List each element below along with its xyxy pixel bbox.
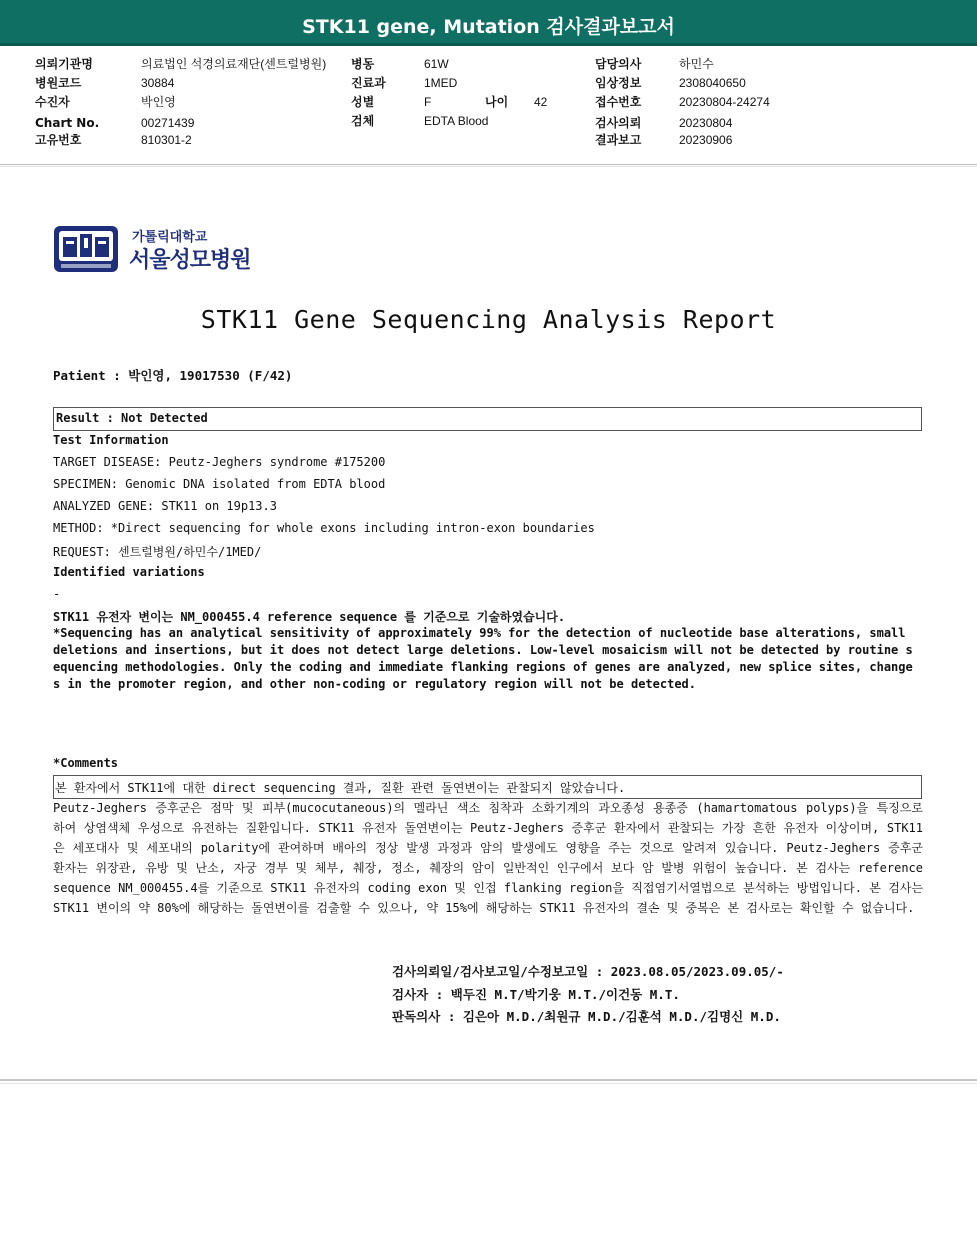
footer-divider xyxy=(0,1079,977,1081)
dates-line: 검사의뢰일/검사보고일/수정보고일 : 2023.08.05/2023.09.05/- xyxy=(392,964,784,979)
ward-label: 병동 xyxy=(351,57,375,71)
request-line: REQUEST: 센트럴병원/하민수/1MED/ xyxy=(53,545,262,559)
logo-university-name: 가톨릭대학교 xyxy=(132,230,208,245)
dept-value: 1MED xyxy=(424,76,458,90)
variations-value: - xyxy=(53,587,61,601)
test-info-heading: Test Information xyxy=(53,433,169,447)
pathologists-line: 판독의사 : 김은아 M.D./최원규 M.D./김훈석 M.D./김명신 M.D. xyxy=(392,1009,781,1024)
doctor-label: 담당의사 xyxy=(595,57,642,71)
technicians-line: 검사자 : 백두진 M.T/박기웅 M.T./이건동 M.T. xyxy=(392,987,680,1002)
accession-value: 20230804-24274 xyxy=(679,95,770,109)
institution-value: 의료법인 석경의료재단(센트럴병원) xyxy=(141,57,327,71)
clinical-value: 2308040650 xyxy=(679,76,746,90)
ward-value: 61W xyxy=(424,57,449,71)
report-value: 20230906 xyxy=(679,133,733,147)
title-bar xyxy=(0,0,977,46)
sex-value: F xyxy=(424,95,432,109)
report-label: 결과보고 xyxy=(595,133,642,147)
header-divider xyxy=(0,164,977,165)
unique-label: 고유번호 xyxy=(35,133,82,147)
request-label: 검사의뢰 xyxy=(595,116,642,130)
comment-box-text: 본 환자에서 STK11에 대한 direct sequencing 결과, 질환 관련 돌연변이는 관찰되지 않았습니다. xyxy=(55,781,626,795)
comment-body: Peutz-Jeghers 증후군은 점막 및 피부(mucocutaneous)의 멜라닌 색소 침착과 소화기계의 과오종성 용종증 (hamartomatous polyps)을 특징으로 하여 상염색체 우성으로 유전하는 질환입니다. STK11 유전자 돌연변이는 Peutz-Jeghers 증후군 환자에서 관찰되는 가장 흔한 유전자 이상이며, STK11은 세포대사 및 세포내의 polarity에 관여하며 배아의 정상 발생 과정과 암의 발생에도 영향을 주는 것으로 알려져 있습니다. Peutz-Jeghers 증후군 환자는 위장관, 유방 및 난소, 자궁 경부 및 체부, 췌장, 정소, 췌장의 암이 일반적인 인구에서 보다 암 발병 위험이 높습니다. 본 검사는 reference sequence NM_000455.4를 기준으로 STK11 유전자의 coding exon 및 인접 flanking region을 직접염기서열법으로 분석하는 방법입니다. 본 검사는 STK11 변이의 약 80%에 해당하는 돌연변이를 검출할 수 있으나, 약 15%에 해당하는 STK11 유전자의 결손 및 중복은 본 검사로는 확인할 수 없습니다. xyxy=(53,801,923,915)
unique-value: 810301-2 xyxy=(141,133,192,147)
recipient-value: 박인영 xyxy=(141,95,176,109)
target-disease: TARGET DISEASE: Peutz-Jeghers syndrome #175200 xyxy=(53,455,386,469)
variations-heading: Identified variations xyxy=(53,565,205,579)
hospital-code-value: 30884 xyxy=(141,76,175,90)
age-label: 나이 xyxy=(485,95,509,109)
institution-label: 의뢰기관명 xyxy=(35,57,93,71)
accession-label: 접수번호 xyxy=(595,95,642,109)
hospital-code-label: 병원코드 xyxy=(35,76,82,90)
header-info xyxy=(0,55,977,155)
age-value: 42 xyxy=(534,95,548,109)
clinical-label: 임상정보 xyxy=(595,76,642,90)
result-line: Result : Not Detected xyxy=(56,411,208,425)
reference-note: STK11 유전자 변이는 NM_000455.4 reference sequence 를 기준으로 기술하였습니다. xyxy=(53,610,566,624)
hospital-emblem-icon xyxy=(53,225,119,273)
analyzed-gene: ANALYZED GENE: STK11 on 19p13.3 xyxy=(53,499,277,513)
report-title: STK11 Gene Sequencing Analysis Report xyxy=(200,305,777,334)
recipient-label: 수진자 xyxy=(35,95,70,109)
hospital-logo xyxy=(53,225,283,275)
doctor-value: 하민수 xyxy=(679,57,714,71)
specimen-line: SPECIMEN: Genomic DNA isolated from EDTA blood xyxy=(53,477,386,491)
sex-label: 성별 xyxy=(351,95,375,109)
footer-divider-shadow xyxy=(0,1083,977,1084)
method-line: METHOD: *Direct sequencing for whole exons including intron-exon boundaries xyxy=(53,521,595,535)
chart-label: Chart No. xyxy=(35,116,100,130)
dept-label: 진료과 xyxy=(351,76,386,90)
header-divider-shadow xyxy=(0,166,977,167)
specimen-label: 검체 xyxy=(351,114,375,128)
comments-heading: *Comments xyxy=(53,756,119,770)
logo-hospital-name: 서울성모병원 xyxy=(129,248,251,273)
specimen-value: EDTA Blood xyxy=(424,114,489,128)
request-value: 20230804 xyxy=(679,116,733,130)
document-title: STK11 gene, Mutation 검사결과보고서 xyxy=(302,16,675,38)
patient-line: Patient : 박인영, 19017530 (F/42) xyxy=(53,368,293,383)
sensitivity-note: *Sequencing has an analytical sensitivity of approximately 99% for the detection of nucleotide base alterations, small deletions and insertions, but it does not detect large deletions. Low-level mosaicism will not be detected by routine sequencing methodologies. Only the coding and immediate flanking regions of genes are analyzed, new splice sites, changes in the promoter region, and other non-coding or regulatory region will not be detected. xyxy=(53,626,913,691)
chart-value: 00271439 xyxy=(141,116,195,130)
